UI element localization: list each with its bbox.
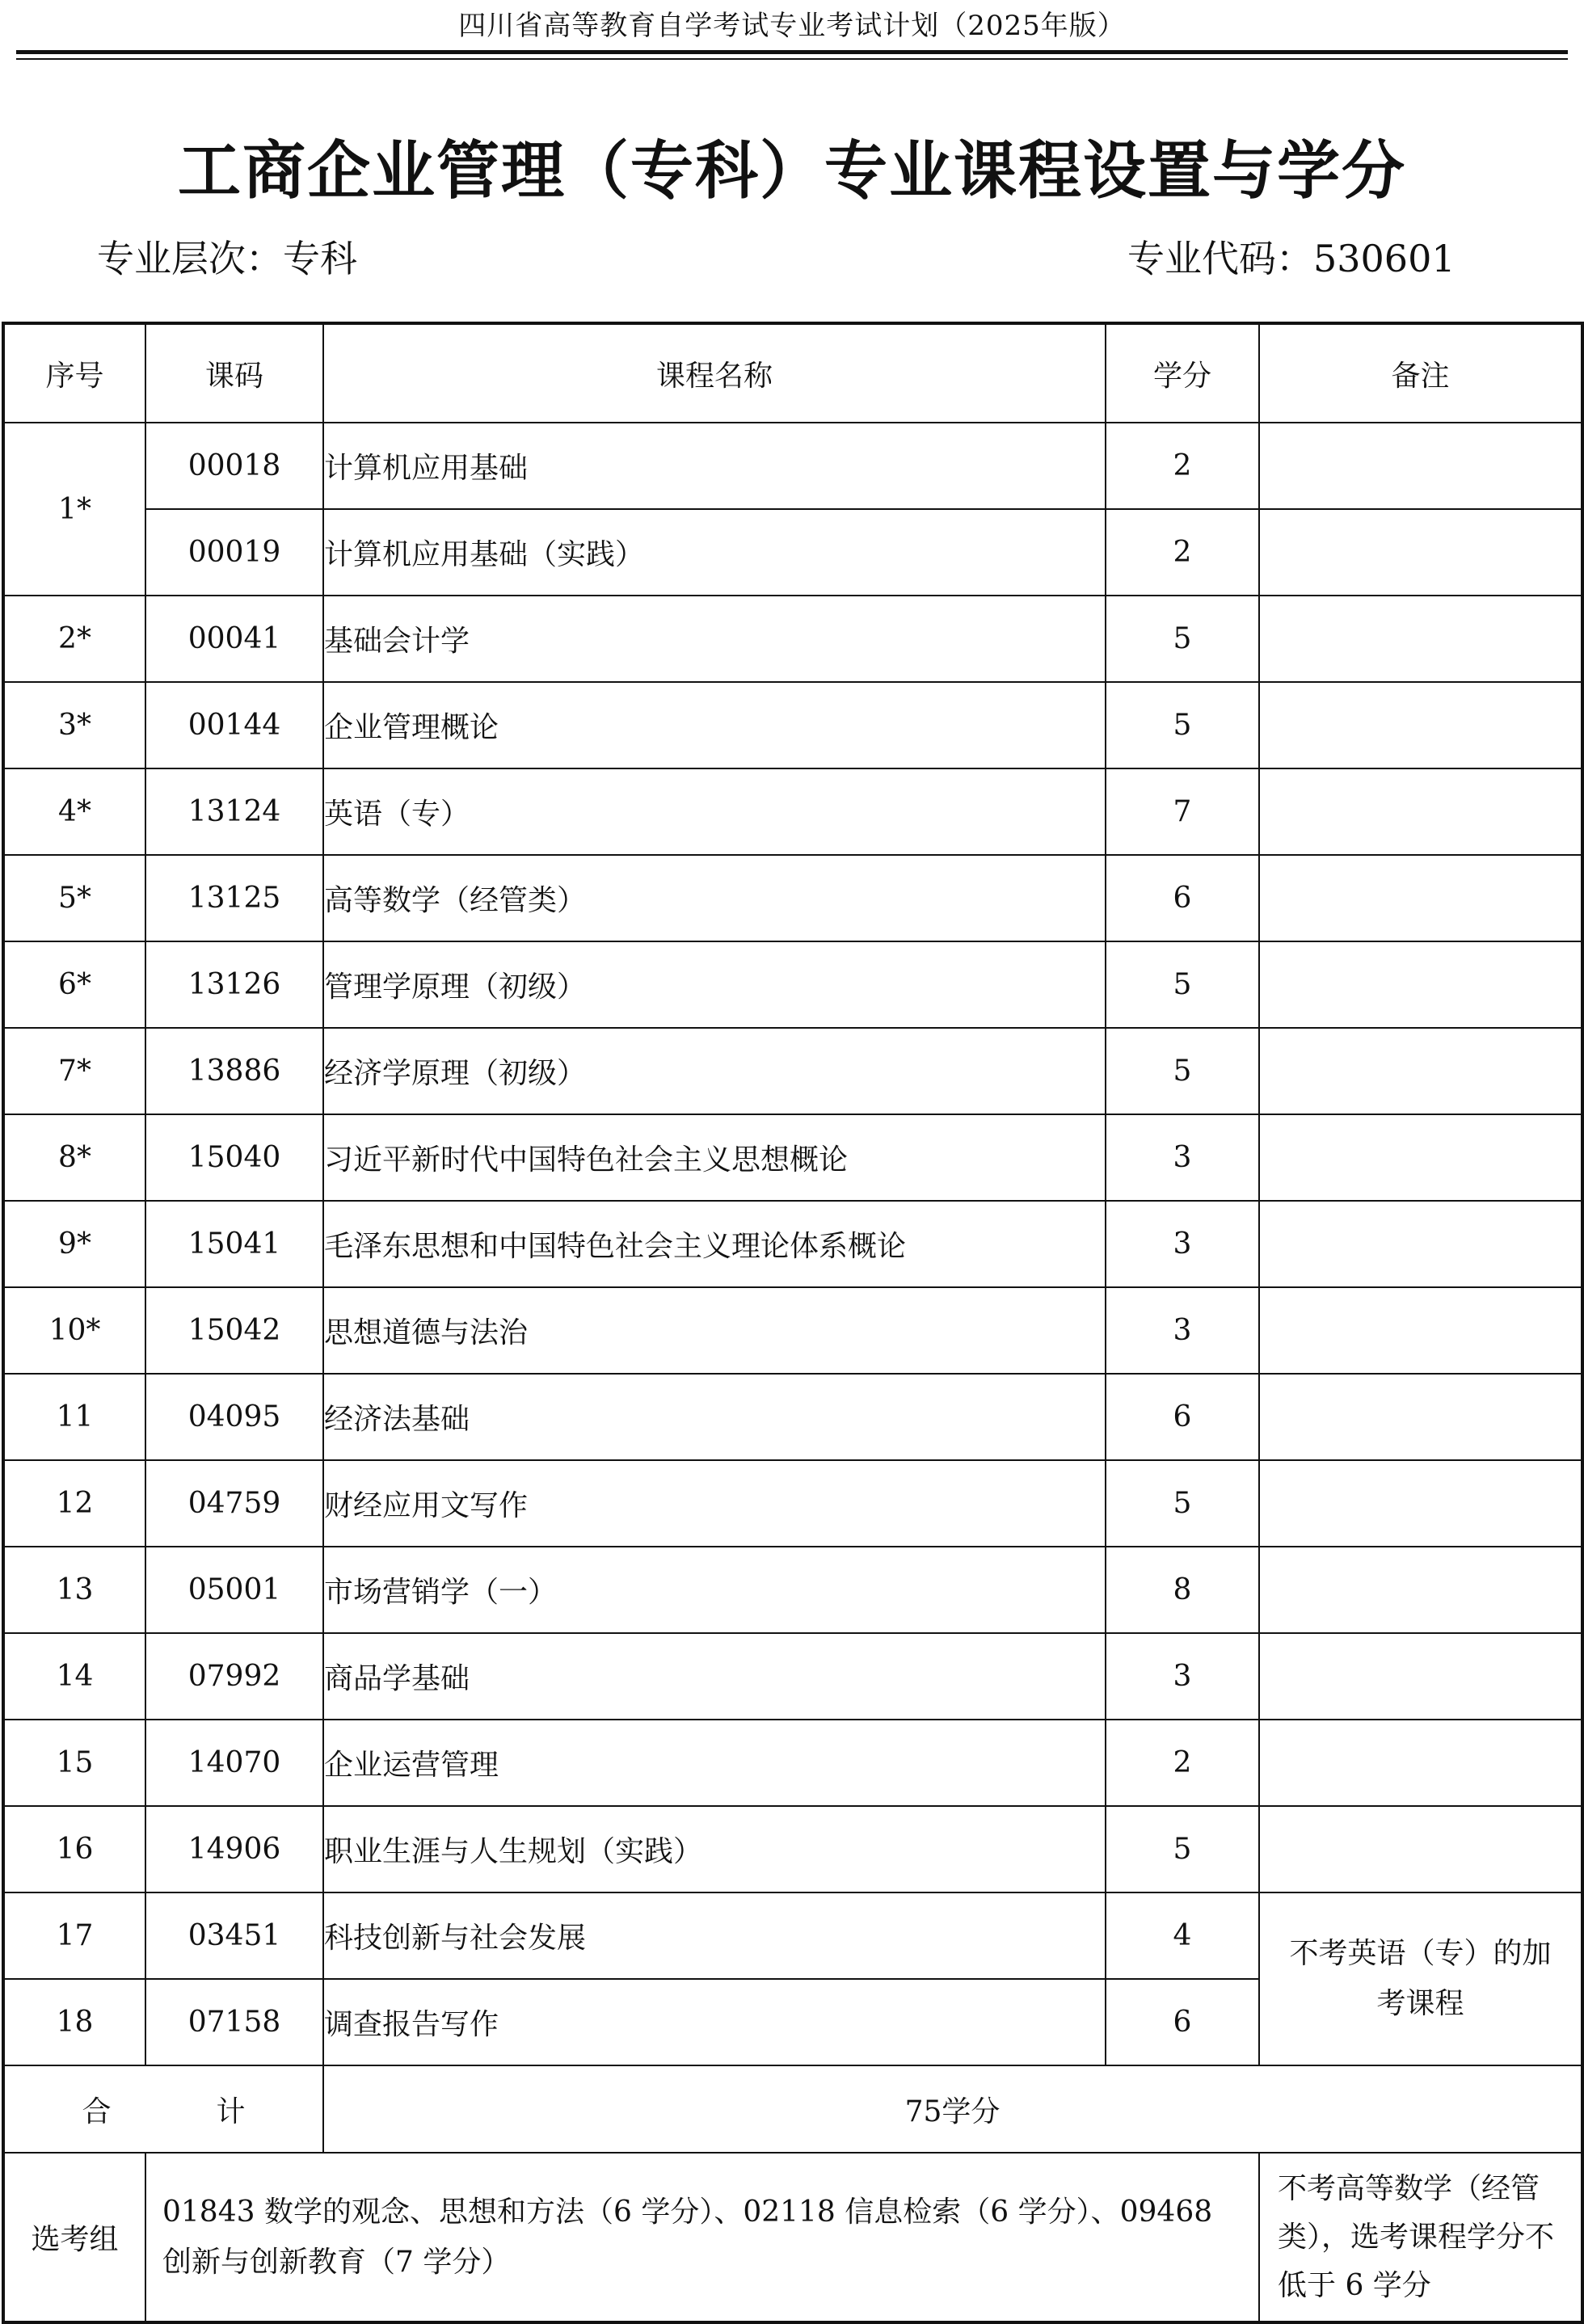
cell-code: 15041 — [145, 1201, 323, 1287]
cell-remark — [1259, 1028, 1582, 1114]
cell-seq: 14 — [3, 1633, 145, 1720]
cell-code: 14906 — [145, 1806, 323, 1892]
total-row — [3, 2065, 1582, 2153]
table-row — [3, 768, 1582, 855]
cell-credit: 5 — [1106, 1028, 1259, 1114]
cell-code: 15042 — [145, 1287, 323, 1374]
cell-remark — [1259, 941, 1582, 1028]
cell-code: 14070 — [145, 1720, 323, 1806]
header-rule-thin — [16, 58, 1568, 60]
table-row — [3, 1114, 1582, 1201]
cell-course-name: 经济学原理（初级） — [323, 1028, 1106, 1114]
table-row — [3, 1374, 1582, 1460]
cell-code: 03451 — [145, 1892, 323, 1979]
cell-seq: 4* — [3, 768, 145, 855]
cell-course-name: 商品学基础 — [323, 1633, 1106, 1720]
table-row — [3, 509, 1582, 596]
cell-credit: 6 — [1106, 1374, 1259, 1460]
cell-credit: 6 — [1106, 1979, 1259, 2065]
cell-course-name: 计算机应用基础（实践） — [323, 509, 1106, 596]
cell-remark — [1259, 1114, 1582, 1201]
cell-code: 13886 — [145, 1028, 323, 1114]
cell-credit: 3 — [1106, 1633, 1259, 1720]
course-table — [2, 322, 1584, 2324]
cell-code: 04095 — [145, 1374, 323, 1460]
cell-remark — [1259, 768, 1582, 855]
cell-credit: 2 — [1106, 1720, 1259, 1806]
cell-code: 00144 — [145, 682, 323, 768]
cell-course-name: 财经应用文写作 — [323, 1460, 1106, 1547]
table-row — [3, 1720, 1582, 1806]
cell-seq: 6* — [3, 941, 145, 1028]
major-level-value: 专科 — [283, 237, 357, 280]
cell-seq: 2* — [3, 596, 145, 682]
header-code: 课码 — [145, 323, 323, 423]
table-row — [3, 682, 1582, 768]
cell-remark — [1259, 1460, 1582, 1547]
major-level — [97, 234, 357, 283]
cell-seq: 16 — [3, 1806, 145, 1892]
table-row — [3, 1892, 1582, 1979]
major-level-label: 专业层次： — [97, 237, 283, 280]
cell-credit: 6 — [1106, 855, 1259, 941]
cell-course-name: 计算机应用基础 — [323, 423, 1106, 509]
cell-seq: 7* — [3, 1028, 145, 1114]
total-value: 75学分 — [323, 2065, 1582, 2153]
cell-seq: 11 — [3, 1374, 145, 1460]
cell-credit: 7 — [1106, 768, 1259, 855]
cell-credit: 2 — [1106, 509, 1259, 596]
table-row — [3, 941, 1582, 1028]
cell-credit: 3 — [1106, 1201, 1259, 1287]
table-row — [3, 423, 1582, 509]
table-row — [3, 1547, 1582, 1633]
cell-seq: 18 — [3, 1979, 145, 2065]
total-label-2: 计 — [216, 2095, 246, 2128]
cell-code: 04759 — [145, 1460, 323, 1547]
elective-text: 01843 数学的观念、思想和方法（6 学分）、02118 信息检索（6 学分）、09468 创新与创新教育（7 学分） — [145, 2153, 1259, 2322]
cell-remark — [1259, 855, 1582, 941]
table-row — [3, 1633, 1582, 1720]
cell-remark — [1259, 1287, 1582, 1374]
cell-seq: 17 — [3, 1892, 145, 1979]
major-code-value: 530601 — [1313, 237, 1456, 280]
major-code-label: 专业代码： — [1127, 237, 1313, 280]
cell-code: 00041 — [145, 596, 323, 682]
cell-remark — [1259, 1547, 1582, 1633]
header-seq: 序号 — [3, 323, 145, 423]
cell-course-name: 市场营销学（一） — [323, 1547, 1106, 1633]
cell-credit: 5 — [1106, 596, 1259, 682]
cell-credit: 4 — [1106, 1892, 1259, 1979]
cell-code: 05001 — [145, 1547, 323, 1633]
cell-code: 00019 — [145, 509, 323, 596]
cell-seq: 9* — [3, 1201, 145, 1287]
table-row — [3, 1806, 1582, 1892]
cell-remark — [1259, 682, 1582, 768]
cell-code: 13125 — [145, 855, 323, 941]
cell-credit: 3 — [1106, 1114, 1259, 1201]
cell-seq: 12 — [3, 1460, 145, 1547]
cell-remark — [1259, 423, 1582, 509]
page-title: 工商企业管理（专科）专业课程设置与学分 — [177, 135, 1406, 208]
cell-course-name: 企业管理概论 — [323, 682, 1106, 768]
cell-seq: 3* — [3, 682, 145, 768]
cell-seq: 15 — [3, 1720, 145, 1806]
header-name: 课程名称 — [323, 323, 1106, 423]
cell-course-name: 科技创新与社会发展 — [323, 1892, 1106, 1979]
total-label — [3, 2065, 323, 2153]
running-header: 四川省高等教育自学考试专业考试计划（2025年版） — [458, 10, 1126, 42]
elective-row — [3, 2153, 1582, 2322]
cell-remark — [1259, 1806, 1582, 1892]
cell-code: 07158 — [145, 1979, 323, 2065]
table-row — [3, 1287, 1582, 1374]
cell-remark — [1259, 1720, 1582, 1806]
cell-credit: 5 — [1106, 941, 1259, 1028]
cell-seq: 13 — [3, 1547, 145, 1633]
cell-course-name: 经济法基础 — [323, 1374, 1106, 1460]
cell-code: 00018 — [145, 423, 323, 509]
cell-remark — [1259, 1374, 1582, 1460]
cell-course-name: 英语（专） — [323, 768, 1106, 855]
cell-remark — [1259, 596, 1582, 682]
cell-remark — [1259, 1201, 1582, 1287]
table-row — [3, 855, 1582, 941]
cell-seq: 1* — [3, 423, 145, 596]
table-row — [3, 1201, 1582, 1287]
header-rule-thick — [16, 50, 1568, 54]
cell-course-name: 职业生涯与人生规划（实践） — [323, 1806, 1106, 1892]
cell-course-name: 调查报告写作 — [323, 1979, 1106, 2065]
cell-credit: 3 — [1106, 1287, 1259, 1374]
cell-remark — [1259, 1633, 1582, 1720]
table-row — [3, 1028, 1582, 1114]
cell-course-name: 习近平新时代中国特色社会主义思想概论 — [323, 1114, 1106, 1201]
table-row — [3, 596, 1582, 682]
cell-seq: 10* — [3, 1287, 145, 1374]
cell-course-name: 高等数学（经管类） — [323, 855, 1106, 941]
elective-note: 不考高等数学（经管类），选考课程学分不低于 6 学分 — [1259, 2153, 1582, 2322]
course-table-body — [3, 423, 1582, 2065]
header-remark: 备注 — [1259, 323, 1582, 423]
cell-course-name: 管理学原理（初级） — [323, 941, 1106, 1028]
table-header-row — [3, 323, 1582, 423]
cell-credit: 5 — [1106, 1460, 1259, 1547]
cell-course-name: 基础会计学 — [323, 596, 1106, 682]
cell-seq: 8* — [3, 1114, 145, 1201]
table-row — [3, 1460, 1582, 1547]
cell-code: 13126 — [145, 941, 323, 1028]
cell-credit: 2 — [1106, 423, 1259, 509]
total-label-1: 合 — [82, 2095, 112, 2128]
cell-code: 07992 — [145, 1633, 323, 1720]
cell-course-name: 企业运营管理 — [323, 1720, 1106, 1806]
cell-seq: 5* — [3, 855, 145, 941]
cell-code: 15040 — [145, 1114, 323, 1201]
major-code — [1127, 234, 1456, 283]
cell-credit: 8 — [1106, 1547, 1259, 1633]
header-credit: 学分 — [1106, 323, 1259, 423]
cell-remark — [1259, 509, 1582, 596]
cell-code: 13124 — [145, 768, 323, 855]
cell-course-name: 毛泽东思想和中国特色社会主义理论体系概论 — [323, 1201, 1106, 1287]
elective-label: 选考组 — [3, 2153, 145, 2322]
cell-credit: 5 — [1106, 682, 1259, 768]
cell-course-name: 思想道德与法治 — [323, 1287, 1106, 1374]
cell-remark-merged: 不考英语（专）的加考课程 — [1259, 1892, 1582, 2065]
cell-credit: 5 — [1106, 1806, 1259, 1892]
